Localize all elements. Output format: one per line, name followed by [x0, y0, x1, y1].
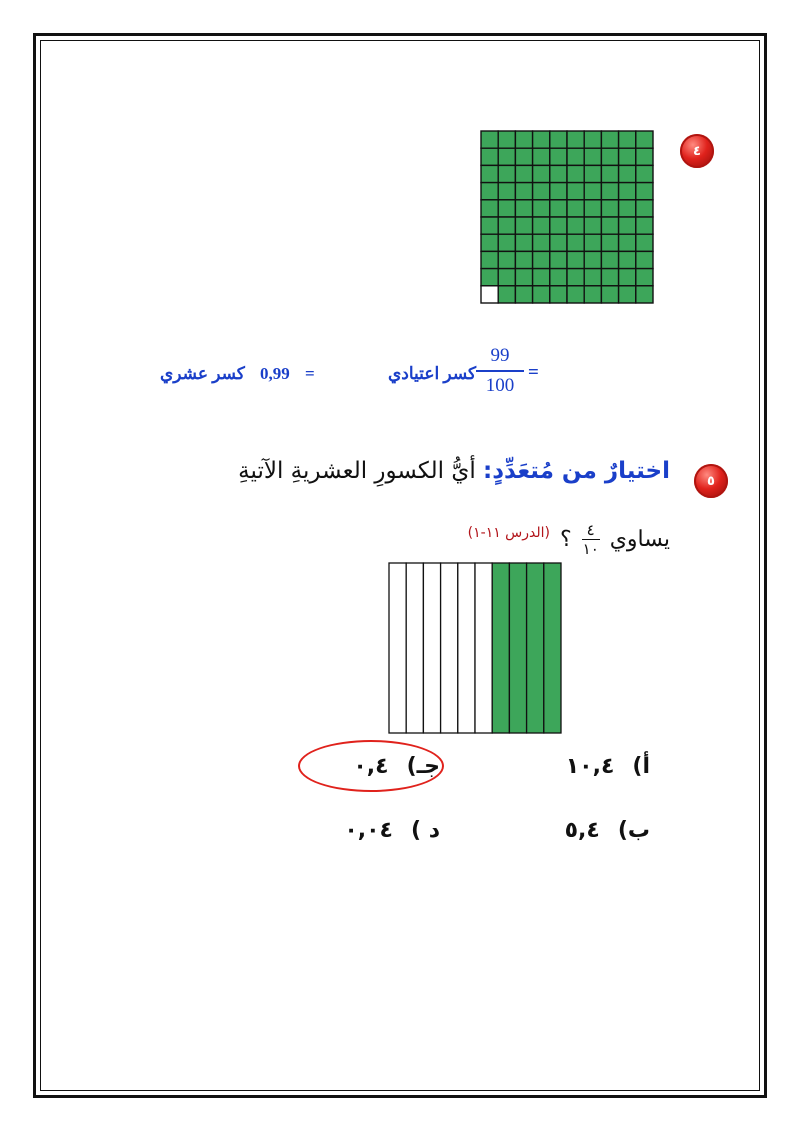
grid-cell-shaded — [533, 217, 550, 234]
option-d-value: ٠,٠٤ — [344, 818, 393, 843]
equals-sign-2: = — [305, 364, 315, 383]
grid-cell-shaded — [567, 251, 584, 268]
grid-cell-shaded — [550, 200, 567, 217]
option-b[interactable] — [565, 818, 650, 843]
grid-cell-shaded — [567, 269, 584, 286]
equals-text: يساوي — [609, 527, 670, 553]
grid-cell-shaded — [533, 200, 550, 217]
grid-cell-unshaded — [481, 286, 498, 303]
strip-shaded — [492, 563, 509, 733]
grid-cell-shaded — [584, 217, 601, 234]
grid-cell-shaded — [601, 234, 618, 251]
grid-cell-shaded — [481, 165, 498, 182]
grid-cell-shaded — [533, 234, 550, 251]
grid-cell-shaded — [567, 165, 584, 182]
grid-cell-shaded — [498, 286, 515, 303]
grid-cell-shaded — [619, 269, 636, 286]
grid-cell-shaded — [601, 251, 618, 268]
decimal-value: 0,99 — [260, 364, 290, 383]
grid-cell-shaded — [619, 183, 636, 200]
mini-fraction-denominator: ١٠ — [582, 540, 599, 559]
grid-cell-shaded — [567, 234, 584, 251]
fraction-denominator: 100 — [485, 374, 515, 396]
q5-question-line-1 — [238, 458, 670, 484]
grid-cell-shaded — [481, 217, 498, 234]
q5-heading: اختيارٌ من مُتعَدِّدٍ: — [483, 458, 670, 484]
grid-cell-shaded — [533, 183, 550, 200]
grid-cell-shaded — [515, 269, 532, 286]
grid-cell-shaded — [533, 148, 550, 165]
grid-cell-shaded — [498, 200, 515, 217]
lesson-reference: (الدرس ١١-١) — [467, 524, 551, 541]
grid-cell-shaded — [498, 183, 515, 200]
grid-cell-shaded — [567, 217, 584, 234]
grid-cell-shaded — [636, 251, 653, 268]
grid-cell-shaded — [550, 165, 567, 182]
grid-cell-shaded — [498, 234, 515, 251]
grid-cell-shaded — [481, 234, 498, 251]
option-a-label: أ) — [632, 754, 650, 779]
grid-cell-shaded — [481, 183, 498, 200]
option-d-label: د ) — [410, 818, 440, 843]
grid-cell-shaded — [619, 217, 636, 234]
grid-cell-shaded — [550, 286, 567, 303]
grid-cell-shaded — [481, 269, 498, 286]
grid-cell-shaded — [550, 269, 567, 286]
option-a-value: ١٠,٤ — [565, 754, 615, 779]
option-a[interactable] — [566, 754, 650, 779]
grid-cell-shaded — [550, 251, 567, 268]
grid-cell-shaded — [567, 148, 584, 165]
grid-cell-shaded — [584, 234, 601, 251]
grid-cell-shaded — [481, 251, 498, 268]
grid-cell-shaded — [515, 251, 532, 268]
grid-cell-shaded — [601, 200, 618, 217]
grid-cell-shaded — [619, 234, 636, 251]
grid-cell-shaded — [550, 148, 567, 165]
grid-cell-shaded — [636, 269, 653, 286]
grid-cell-shaded — [601, 148, 618, 165]
grid-cell-shaded — [481, 131, 498, 148]
grid-cell-shaded — [498, 165, 515, 182]
grid-cell-shaded — [498, 131, 515, 148]
grid-cell-shaded — [567, 200, 584, 217]
strip-shaded — [544, 563, 561, 733]
tenths-strips-model — [388, 562, 562, 734]
option-c-value: ٠,٤ — [353, 754, 389, 779]
grid-cell-shaded — [515, 234, 532, 251]
grid-cell-shaded — [601, 165, 618, 182]
grid-cell-shaded — [619, 131, 636, 148]
grid-cell-shaded — [619, 148, 636, 165]
grid-cell-shaded — [533, 131, 550, 148]
grid-cell-shaded — [567, 286, 584, 303]
mini-fraction-numerator: ٤ — [586, 521, 595, 539]
strip-unshaded — [406, 563, 423, 733]
grid-cell-shaded — [481, 148, 498, 165]
fraction-numerator: 99 — [490, 345, 510, 366]
strip-unshaded — [458, 563, 475, 733]
grid-cell-shaded — [619, 286, 636, 303]
question-4-badge: ٤ — [680, 134, 714, 168]
strip-unshaded — [441, 563, 458, 733]
grid-cell-shaded — [498, 251, 515, 268]
grid-cell-shaded — [584, 286, 601, 303]
strip-unshaded — [475, 563, 492, 733]
q5-question-text: أيُّ الكسورِ العشريةِ الآتيةِ — [238, 458, 476, 484]
option-b-label: ب) — [617, 818, 650, 843]
grid-cell-shaded — [619, 251, 636, 268]
grid-cell-shaded — [619, 165, 636, 182]
grid-cell-shaded — [567, 183, 584, 200]
grid-cell-shaded — [584, 131, 601, 148]
fraction-4-10 — [582, 522, 600, 557]
option-b-value: ٥,٤ — [564, 818, 600, 843]
grid-cell-shaded — [498, 217, 515, 234]
grid-cell-shaded — [515, 148, 532, 165]
grid-cell-shaded — [550, 217, 567, 234]
grid-cell-shaded — [550, 131, 567, 148]
q5-question-line-2 — [468, 522, 670, 557]
grid-cell-shaded — [601, 183, 618, 200]
strip-unshaded — [389, 563, 406, 733]
grid-cell-shaded — [515, 183, 532, 200]
grid-cell-shaded — [636, 217, 653, 234]
common-fraction-label: كسر اعتيادي — [388, 364, 477, 383]
grid-cell-shaded — [619, 200, 636, 217]
grid-cell-shaded — [498, 148, 515, 165]
hundred-grid — [480, 130, 654, 304]
correct-answer-circle — [298, 740, 444, 792]
grid-cell-shaded — [601, 286, 618, 303]
grid-cell-shaded — [533, 286, 550, 303]
grid-cell-shaded — [550, 234, 567, 251]
strip-shaded — [509, 563, 526, 733]
grid-cell-shaded — [533, 165, 550, 182]
decimal-fraction-label: كسر عشري — [160, 364, 245, 383]
grid-cell-shaded — [636, 200, 653, 217]
grid-cell-shaded — [533, 251, 550, 268]
grid-cell-shaded — [515, 165, 532, 182]
q4-answer-line — [160, 364, 560, 394]
question-mark: ؟ — [560, 527, 572, 553]
grid-cell-shaded — [515, 217, 532, 234]
grid-cell-shaded — [584, 165, 601, 182]
option-d[interactable] — [344, 818, 440, 843]
grid-cell-shaded — [550, 183, 567, 200]
grid-cell-shaded — [584, 183, 601, 200]
option-c-label: جـ) — [406, 754, 440, 779]
grid-cell-shaded — [636, 183, 653, 200]
grid-cell-shaded — [636, 131, 653, 148]
grid-cell-shaded — [584, 200, 601, 217]
grid-cell-shaded — [481, 200, 498, 217]
grid-cell-shaded — [584, 269, 601, 286]
grid-cell-shaded — [515, 131, 532, 148]
grid-cell-shaded — [567, 131, 584, 148]
strip-shaded — [527, 563, 544, 733]
equals-sign-1: = — [528, 362, 539, 383]
grid-cell-shaded — [584, 148, 601, 165]
grid-cell-shaded — [601, 131, 618, 148]
grid-cell-shaded — [636, 286, 653, 303]
question-5-badge: ٥ — [694, 464, 728, 498]
grid-cell-shaded — [515, 200, 532, 217]
grid-cell-shaded — [533, 269, 550, 286]
strip-unshaded — [423, 563, 440, 733]
grid-cell-shaded — [601, 269, 618, 286]
grid-cell-shaded — [601, 217, 618, 234]
grid-cell-shaded — [584, 251, 601, 268]
grid-cell-shaded — [498, 269, 515, 286]
grid-cell-shaded — [636, 148, 653, 165]
grid-cell-shaded — [636, 234, 653, 251]
grid-cell-shaded — [515, 286, 532, 303]
grid-cell-shaded — [636, 165, 653, 182]
